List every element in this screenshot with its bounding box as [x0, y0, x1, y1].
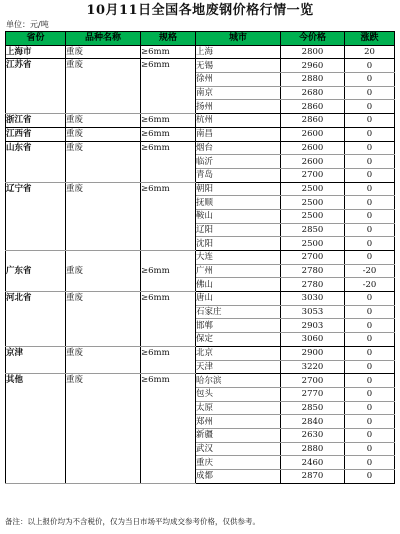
city-cell: 扬州: [196, 100, 281, 114]
city-cell: 邯郸: [196, 319, 281, 333]
city-cell: 南昌: [196, 127, 281, 141]
header-change: 涨跌: [345, 32, 395, 46]
price-cell: 2500: [281, 209, 345, 223]
table-row: [6, 346, 395, 360]
city-cell: 成都: [196, 470, 281, 484]
price-cell: 2700: [281, 374, 345, 388]
spec-cell: ≥6mm: [141, 59, 196, 114]
city-cell: 临沂: [196, 155, 281, 169]
change-cell: 0: [345, 428, 395, 442]
province-cell: 河北省: [6, 292, 66, 347]
header-variety: 品种名称: [66, 32, 141, 46]
price-cell: 2500: [281, 196, 345, 210]
province-cell: 辽宁省: [6, 182, 66, 250]
city-cell: 新疆: [196, 428, 281, 442]
change-cell: 20: [345, 45, 395, 59]
spec-cell: ≥6mm: [141, 251, 196, 292]
spec-cell: ≥6mm: [141, 346, 196, 373]
city-cell: 沈阳: [196, 237, 281, 251]
city-cell: 保定: [196, 333, 281, 347]
city-cell: 抚顺: [196, 196, 281, 210]
change-cell: -20: [345, 278, 395, 292]
table-row: [6, 114, 395, 128]
change-cell: 0: [345, 374, 395, 388]
price-cell: 3030: [281, 292, 345, 306]
spec-cell: ≥6mm: [141, 127, 196, 141]
price-cell: 2850: [281, 401, 345, 415]
change-cell: 0: [345, 456, 395, 470]
city-cell: 上海: [196, 45, 281, 59]
variety-cell: 重废: [66, 141, 141, 182]
page-title: 10月11日全国各地废钢价格行情一览: [86, 3, 314, 18]
change-cell: 0: [345, 59, 395, 73]
price-cell: 2780: [281, 278, 345, 292]
price-table: [5, 31, 395, 484]
header-spec: 规格: [141, 32, 196, 46]
change-cell: 0: [345, 182, 395, 196]
change-cell: 0: [345, 155, 395, 169]
header-price: 今价格: [281, 32, 345, 46]
spec-cell: ≥6mm: [141, 374, 196, 484]
price-cell: 2630: [281, 428, 345, 442]
price-cell: 2500: [281, 182, 345, 196]
province-cell: 山东省: [6, 141, 66, 182]
spec-cell: ≥6mm: [141, 114, 196, 128]
price-cell: 2500: [281, 237, 345, 251]
table-row: [6, 292, 395, 306]
variety-cell: 重废: [66, 346, 141, 373]
price-cell: 2780: [281, 264, 345, 278]
province-cell: 江苏省: [6, 59, 66, 114]
header-city: 城市: [196, 32, 281, 46]
province-cell: 京津: [6, 346, 66, 373]
city-cell: 武汉: [196, 442, 281, 456]
change-cell: 0: [345, 387, 395, 401]
price-cell: 2700: [281, 251, 345, 265]
price-cell: 2960: [281, 59, 345, 73]
table-row: [6, 182, 395, 196]
city-cell: 石家庄: [196, 305, 281, 319]
city-cell: 大连: [196, 251, 281, 265]
change-cell: 0: [345, 196, 395, 210]
city-cell: 太原: [196, 401, 281, 415]
city-cell: 青岛: [196, 168, 281, 182]
table-row: [6, 251, 395, 265]
variety-cell: 重废: [66, 374, 141, 484]
change-cell: 0: [345, 470, 395, 484]
price-cell: 3060: [281, 333, 345, 347]
change-cell: 0: [345, 360, 395, 374]
province-cell: 其他: [6, 374, 66, 484]
price-cell: 2680: [281, 86, 345, 100]
spec-cell: ≥6mm: [141, 182, 196, 250]
change-cell: 0: [345, 415, 395, 429]
change-cell: 0: [345, 305, 395, 319]
footnote: 备注：以上报价均为不含税价，仅为当日市场平均成交参考价格，仅供参考。: [5, 517, 260, 526]
city-cell: 徐州: [196, 73, 281, 87]
price-cell: 2460: [281, 456, 345, 470]
city-cell: 辽阳: [196, 223, 281, 237]
variety-cell: 重废: [66, 182, 141, 250]
change-cell: 0: [345, 127, 395, 141]
table-body: [6, 45, 395, 483]
price-cell: 2870: [281, 470, 345, 484]
change-cell: -20: [345, 264, 395, 278]
price-cell: 2600: [281, 127, 345, 141]
price-cell: 2880: [281, 73, 345, 87]
change-cell: 0: [345, 346, 395, 360]
variety-cell: 重废: [66, 114, 141, 128]
price-cell: 2903: [281, 319, 345, 333]
change-cell: 0: [345, 73, 395, 87]
change-cell: 0: [345, 141, 395, 155]
city-cell: 唐山: [196, 292, 281, 306]
table-row: [6, 59, 395, 73]
change-cell: 0: [345, 442, 395, 456]
city-cell: 哈尔滨: [196, 374, 281, 388]
city-cell: 烟台: [196, 141, 281, 155]
price-cell: 2770: [281, 387, 345, 401]
variety-cell: 重废: [66, 251, 141, 292]
price-cell: 3053: [281, 305, 345, 319]
variety-cell: 重废: [66, 127, 141, 141]
variety-cell: 重废: [66, 45, 141, 59]
variety-cell: 重废: [66, 59, 141, 114]
header-province: 省份: [6, 32, 66, 46]
province-cell: 上海市: [6, 45, 66, 59]
price-cell: 2880: [281, 442, 345, 456]
city-cell: 无锡: [196, 59, 281, 73]
city-cell: 杭州: [196, 114, 281, 128]
change-cell: 0: [345, 223, 395, 237]
city-cell: 佛山: [196, 278, 281, 292]
change-cell: 0: [345, 251, 395, 265]
change-cell: 0: [345, 333, 395, 347]
change-cell: 0: [345, 114, 395, 128]
city-cell: 广州: [196, 264, 281, 278]
table-row: [6, 374, 395, 388]
province-cell: 江西省: [6, 127, 66, 141]
variety-cell: 重废: [66, 292, 141, 347]
province-cell: 浙江省: [6, 114, 66, 128]
change-cell: 0: [345, 319, 395, 333]
change-cell: 0: [345, 292, 395, 306]
price-cell: 2900: [281, 346, 345, 360]
change-cell: 0: [345, 237, 395, 251]
unit-label: 单位：元/吨: [6, 20, 49, 29]
price-cell: 2860: [281, 100, 345, 114]
price-cell: 2600: [281, 155, 345, 169]
table-row: [6, 141, 395, 155]
change-cell: 0: [345, 86, 395, 100]
price-cell: 3220: [281, 360, 345, 374]
change-cell: 0: [345, 168, 395, 182]
table-header-row: [6, 32, 395, 46]
city-cell: 南京: [196, 86, 281, 100]
price-cell: 2860: [281, 114, 345, 128]
city-cell: 鞍山: [196, 209, 281, 223]
spec-cell: ≥6mm: [141, 141, 196, 182]
price-cell: 2840: [281, 415, 345, 429]
city-cell: 朝阳: [196, 182, 281, 196]
city-cell: 天津: [196, 360, 281, 374]
spec-cell: ≥6mm: [141, 45, 196, 59]
price-cell: 2850: [281, 223, 345, 237]
table-row: [6, 45, 395, 59]
table-row: [6, 127, 395, 141]
city-cell: 重庆: [196, 456, 281, 470]
spec-cell: ≥6mm: [141, 292, 196, 347]
city-cell: 包头: [196, 387, 281, 401]
city-cell: 北京: [196, 346, 281, 360]
price-cell: 2800: [281, 45, 345, 59]
change-cell: 0: [345, 100, 395, 114]
province-cell: 广东省: [6, 251, 66, 292]
change-cell: 0: [345, 401, 395, 415]
change-cell: 0: [345, 209, 395, 223]
price-cell: 2700: [281, 168, 345, 182]
price-cell: 2600: [281, 141, 345, 155]
city-cell: 郑州: [196, 415, 281, 429]
